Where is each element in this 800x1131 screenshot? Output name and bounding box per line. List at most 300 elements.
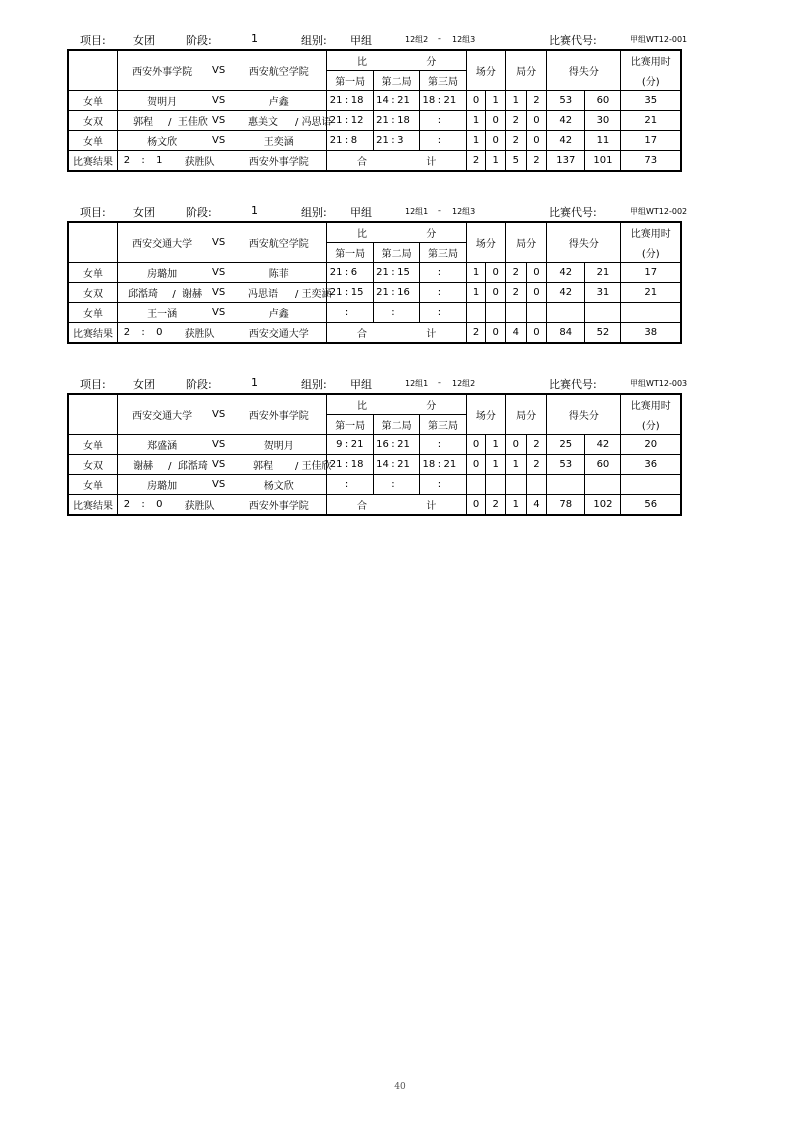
group-value: 甲组 [350,34,372,47]
game-1-score-a: 9 [327,435,342,455]
match-points-header: 场分 [466,50,505,91]
result-score-a: 2 [123,327,131,338]
winner-label: 获胜队 [168,151,231,172]
game-1-header: 第一局 [327,71,373,91]
match-points-b: 0 [486,263,506,283]
game-points-b: 2 [526,91,547,111]
player-b2-cell [295,455,332,475]
game-points-a: 2 [505,111,526,131]
table-row [68,111,681,131]
game-1-score-a: 21 [327,455,342,475]
time-cell: 36 [621,455,681,475]
total-match-points-b: 2 [486,495,506,516]
score-header [327,222,466,243]
team-a-name: 西安交通大学 [118,394,207,435]
project-label: 项目: [80,206,106,219]
event-cell: 女单 [68,475,118,495]
code-dash: - [438,34,441,43]
team-b-name: 西安外事学院 [231,394,327,435]
player-a2: 王佳欣 [177,117,208,128]
match-points-a: 1 [466,263,486,283]
total-points-lost: 52 [585,323,621,344]
points-lost [585,475,621,495]
event-cell: 女双 [68,455,118,475]
player-a: 王一涵 [118,303,207,323]
match-points-a: 0 [466,435,486,455]
score-header [327,50,466,71]
game-2-score-a: 14 [373,455,388,475]
game-1-score-a: 21 [327,131,342,151]
total-ji: 计 [426,501,437,512]
game-points-header: 局分 [505,222,546,263]
winner-team: 西安外事学院 [231,495,327,516]
vs-label: VS [206,475,231,495]
total-he: 合 [357,329,368,340]
game-3-score-a: 18 [420,91,435,111]
player-a2: 谢赫 [182,289,203,300]
time-header: 比赛用时 [621,394,681,415]
match-points-a: 0 [466,455,486,475]
match-code-value: 甲组WT12-002 [630,207,688,216]
game-1-score-a: 21 [327,263,342,283]
score-header-fen: 分 [426,229,437,240]
event-header-cell [68,50,118,91]
points-won: 42 [547,131,585,151]
score-header-bi: 比 [357,401,368,412]
game-2-colon: : [389,475,397,495]
total-match-points-b: 0 [486,323,506,344]
game-points-header: 局分 [505,394,546,435]
points-won [547,303,585,323]
game-1-colon: : [342,475,350,495]
game-3-score-a [420,111,435,131]
game-1-colon: : [342,131,350,151]
game-3-colon: : [435,131,443,151]
vs-label: VS [206,131,231,151]
player-b: 杨文欣 [231,475,327,495]
game-1-score-b: 12 [351,111,374,131]
points-lost: 30 [585,111,621,131]
total-ji: 计 [426,329,437,340]
game-1-header: 第一局 [327,415,373,435]
total-points-won: 84 [547,323,585,344]
group-value: 甲组 [350,206,372,219]
player-a: 郑盛涵 [118,435,207,455]
project-label: 项目: [80,378,106,391]
result-colon: : [141,327,145,338]
points-header: 得失分 [547,50,621,91]
total-label [327,151,466,172]
result-row [68,323,681,344]
game-3-score-a [420,435,435,455]
points-won: 25 [547,435,585,455]
result-score [118,151,169,172]
game-points-b: 0 [526,263,547,283]
points-lost: 60 [585,91,621,111]
time-unit: (分) [621,415,681,435]
team-a-code: 12组1 [405,379,429,388]
time-cell [621,303,681,323]
time-cell: 20 [621,435,681,455]
vs-label: VS [206,435,231,455]
game-points-b: 0 [526,283,547,303]
match-code-value: 甲组WT12-003 [630,379,688,388]
game-1-score-b: 21 [351,435,374,455]
player-b2-cell [295,111,332,131]
game-3-score-b [444,263,467,283]
winner-team: 西安外事学院 [231,151,327,172]
game-points-a [505,303,526,323]
event-cell: 女单 [68,91,118,111]
player-a2-cell [168,455,206,475]
game-2-score-b: 3 [397,131,420,151]
player-b1: 郭程 [231,455,295,475]
code-dash: - [438,206,441,215]
game-3-score-b [444,111,467,131]
result-score-b: 0 [156,499,163,510]
game-2-score-a: 14 [373,91,388,111]
event-cell: 女单 [68,263,118,283]
event-cell: 女双 [68,111,118,131]
points-lost: 42 [585,435,621,455]
team-b-code: 12组3 [452,35,476,44]
game-3-score-a [420,303,435,323]
vs-label: VS [206,91,231,111]
player-b: 卢鑫 [231,91,327,111]
stage-value: 1 [251,376,258,389]
total-game-points-a: 1 [505,495,526,516]
game-2-colon: : [389,455,397,475]
result-colon: : [141,155,145,166]
slash: / [295,289,299,300]
match-points-b: 0 [486,283,506,303]
stage-value: 1 [251,204,258,217]
game-3-score-a [420,131,435,151]
player-a1: 谢赫 [118,455,169,475]
result-score-a: 2 [123,155,131,166]
game-1-score-a: 21 [327,283,342,303]
event-header-cell [68,394,118,435]
match-header [67,204,688,219]
time-cell: 21 [621,283,681,303]
table-row [68,283,681,303]
game-3-score-a: 18 [420,455,435,475]
game-points-b [526,303,547,323]
slash: / [168,117,172,128]
time-header: 比赛用时 [621,222,681,243]
game-2-header: 第二局 [373,243,419,263]
points-lost: 21 [585,263,621,283]
player-a1: 邱湉琦 [118,283,169,303]
game-2-score-a [373,303,388,323]
result-score-b: 1 [156,155,163,166]
game-3-header: 第三局 [420,243,466,263]
total-he: 合 [357,501,368,512]
event-header-cell [68,222,118,263]
group-value: 甲组 [350,378,372,391]
table-row [68,475,681,495]
score-header-fen: 分 [426,57,437,68]
game-points-a: 0 [505,435,526,455]
game-2-colon: : [389,91,397,111]
points-won: 53 [547,91,585,111]
game-1-score-b [351,475,374,495]
match-code-label: 比赛代号: [549,34,597,47]
vs-label: VS [206,303,231,323]
team-b-name: 西安航空学院 [231,50,327,91]
total-points-lost: 101 [585,151,621,172]
slash: / [295,117,299,128]
points-won: 53 [547,455,585,475]
result-score [118,323,169,344]
player-b: 卢鑫 [231,303,327,323]
vs-label: VS [206,394,231,435]
total-points-won: 78 [547,495,585,516]
game-2-score-a [373,475,388,495]
total-points-won: 137 [547,151,585,172]
game-1-score-b: 6 [351,263,374,283]
total-game-points-b: 0 [526,323,547,344]
total-match-points-a: 2 [466,323,486,344]
slash: / [172,289,176,300]
player-a1: 郭程 [118,111,169,131]
game-points-b: 0 [526,111,547,131]
time-cell [621,475,681,495]
game-2-colon: : [389,435,397,455]
match-points-b: 0 [486,131,506,151]
result-score-b: 0 [156,327,163,338]
score-header-bi: 比 [357,57,368,68]
match-points-a: 1 [466,111,486,131]
points-lost [585,303,621,323]
player-a2: 邱湉琦 [177,461,208,472]
time-header: 比赛用时 [621,50,681,71]
total-time: 56 [621,495,681,516]
project-value: 女团 [133,34,155,47]
game-points-a: 2 [505,263,526,283]
points-lost: 11 [585,131,621,151]
table-row [68,435,681,455]
table-row [68,131,681,151]
slash: / [168,461,172,472]
points-won: 42 [547,283,585,303]
match-points-b: 1 [486,455,506,475]
game-1-score-b: 15 [351,283,374,303]
game-2-score-b [397,475,420,495]
match-points-a: 1 [466,131,486,151]
game-2-score-b: 18 [397,111,420,131]
total-time: 73 [621,151,681,172]
score-table [67,393,682,516]
vs-label: VS [206,263,231,283]
total-match-points-b: 1 [486,151,506,172]
match-code-value: 甲组WT12-001 [630,35,688,44]
score-header [327,394,466,415]
game-points-a: 2 [505,131,526,151]
team-a-name: 西安交通大学 [118,222,207,263]
game-1-score-a: 21 [327,111,342,131]
slash: / [295,461,299,472]
points-won: 42 [547,111,585,131]
match-block [67,32,688,172]
player-a: 房璐加 [118,475,207,495]
result-score [118,495,169,516]
total-label [327,323,466,344]
game-points-b: 2 [526,435,547,455]
player-a2-cell [168,283,206,303]
page-number: 40 [394,1082,406,1092]
game-3-score-b: 21 [444,91,467,111]
game-points-a: 1 [505,455,526,475]
game-1-colon: : [342,435,350,455]
score-table [67,49,682,172]
match-points-header: 场分 [466,222,505,263]
vs-label: VS [206,455,231,475]
match-block [67,204,688,344]
project-label: 项目: [80,34,106,47]
total-match-points-a: 2 [466,151,486,172]
player-b: 王奕涵 [231,131,327,151]
game-1-score-a [327,303,342,323]
game-2-score-a: 16 [373,435,388,455]
winner-label: 获胜队 [168,323,231,344]
time-cell: 17 [621,131,681,151]
group-label: 组别: [301,378,327,391]
match-header [67,376,688,391]
game-3-colon: : [435,455,443,475]
match-points-b [486,303,506,323]
event-cell: 女单 [68,131,118,151]
match-header [67,32,688,47]
game-1-colon: : [342,455,350,475]
player-a: 杨文欣 [118,131,207,151]
team-b-code: 12组2 [452,379,476,388]
game-1-score-b: 8 [351,131,374,151]
points-won [547,475,585,495]
table-row [68,455,681,475]
event-cell: 女单 [68,303,118,323]
player-b: 贺明月 [231,435,327,455]
game-3-score-b: 21 [444,455,467,475]
match-points-b: 0 [486,111,506,131]
game-3-score-b [444,475,467,495]
game-2-colon: : [389,283,397,303]
game-2-colon: : [389,111,397,131]
game-3-header: 第三局 [420,71,466,91]
game-2-score-b: 15 [397,263,420,283]
score-header-fen: 分 [426,401,437,412]
score-table [67,221,682,344]
table-row [68,263,681,283]
time-unit: (分) [621,71,681,91]
stage-label: 阶段: [186,34,212,47]
game-2-header: 第二局 [373,415,419,435]
result-colon: : [141,499,145,510]
points-lost: 60 [585,455,621,475]
game-1-score-b [351,303,374,323]
game-points-a: 2 [505,283,526,303]
total-time: 38 [621,323,681,344]
game-3-colon: : [435,111,443,131]
code-dash: - [438,378,441,387]
player-b: 陈菲 [231,263,327,283]
team-b-name: 西安航空学院 [231,222,327,263]
game-2-score-b [397,303,420,323]
event-cell: 女双 [68,283,118,303]
score-header-bi: 比 [357,229,368,240]
game-3-colon: : [435,475,443,495]
project-value: 女团 [133,378,155,391]
player-a: 贺明月 [118,91,207,111]
game-points-a: 1 [505,91,526,111]
game-2-score-b: 21 [397,455,420,475]
game-3-score-a [420,475,435,495]
result-label: 比赛结果 [68,323,118,344]
game-2-score-a: 21 [373,111,388,131]
game-1-header: 第一局 [327,243,373,263]
match-points-b: 1 [486,435,506,455]
team-a-name: 西安外事学院 [118,50,207,91]
winner-label: 获胜队 [168,495,231,516]
game-points-header: 局分 [505,50,546,91]
time-cell: 17 [621,263,681,283]
game-2-score-b: 16 [397,283,420,303]
game-3-score-a [420,283,435,303]
points-lost: 31 [585,283,621,303]
game-2-colon: : [389,131,397,151]
total-game-points-a: 5 [505,151,526,172]
player-b2: 王佳欣 [301,461,332,472]
game-3-score-b [444,303,467,323]
table-row [68,91,681,111]
match-block [67,376,688,516]
total-match-points-a: 0 [466,495,486,516]
game-1-colon: : [342,303,350,323]
stage-label: 阶段: [186,378,212,391]
game-1-score-b: 18 [351,455,374,475]
total-game-points-b: 2 [526,151,547,172]
total-game-points-b: 4 [526,495,547,516]
game-3-score-a [420,263,435,283]
game-3-score-b [444,131,467,151]
match-points-a [466,303,486,323]
game-3-colon: : [435,283,443,303]
game-1-colon: : [342,111,350,131]
points-header: 得失分 [547,394,621,435]
stage-value: 1 [251,32,258,45]
match-points-header: 场分 [466,394,505,435]
game-3-score-b [444,435,467,455]
total-points-lost: 102 [585,495,621,516]
player-b2: 冯思语 [301,117,332,128]
game-3-score-b [444,283,467,303]
match-points-a: 0 [466,91,486,111]
player-a: 房璐加 [118,263,207,283]
match-code-label: 比赛代号: [549,378,597,391]
match-points-a: 1 [466,283,486,303]
game-points-a [505,475,526,495]
game-2-colon: : [389,303,397,323]
player-b1: 惠美文 [231,111,295,131]
event-cell: 女单 [68,435,118,455]
match-points-b: 1 [486,91,506,111]
game-1-score-b: 18 [351,91,374,111]
game-points-b: 0 [526,131,547,151]
points-header: 得失分 [547,222,621,263]
game-points-b: 2 [526,455,547,475]
result-label: 比赛结果 [68,151,118,172]
result-row [68,495,681,516]
